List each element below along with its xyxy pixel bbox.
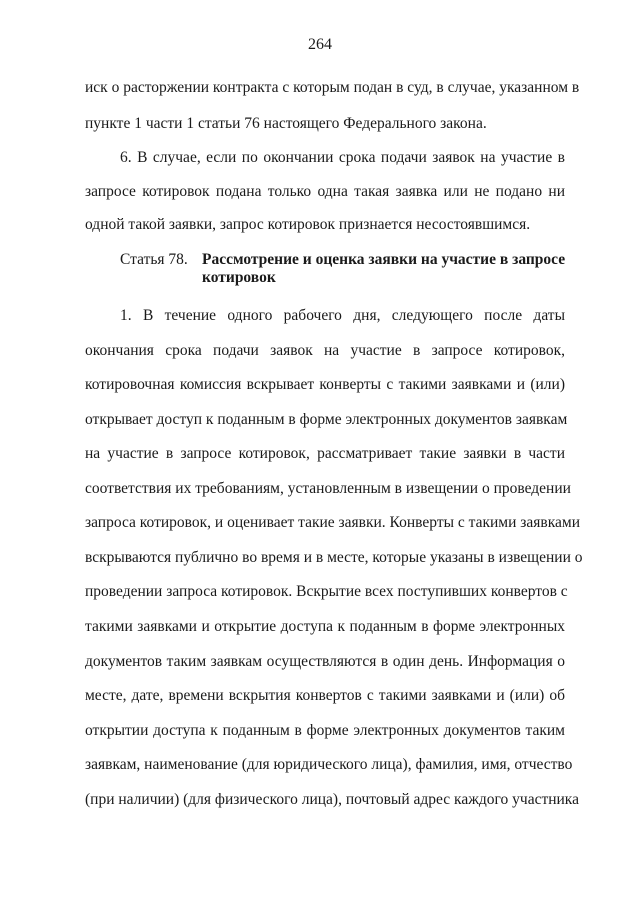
text-line: запроса котировок, и оценивает такие заявки. Конверты с такими заявками xyxy=(85,514,581,531)
page-number: 264 xyxy=(308,36,332,53)
text-line: документов таким заявкам осуществляются в один день. Информация о xyxy=(85,653,565,670)
text-line: на участие в запросе котировок, рассматривает такие заявки в части xyxy=(85,445,565,462)
text-line: вскрываются публично во время и в месте, которые указаны в извещении о xyxy=(85,549,583,566)
text-line: проведении запроса котировок. Вскрытие всех поступивших конвертов с xyxy=(85,583,568,600)
article-title-line: Рассмотрение и оценка заявки на участие в запросе xyxy=(202,251,566,268)
text-line: открытии доступа к поданным в форме электронных документов таким xyxy=(85,722,565,739)
text-line: окончания срока подачи заявок на участие в запросе котировок, xyxy=(85,342,565,359)
text-line: 1. В течение одного рабочего дня, следующего после даты xyxy=(120,307,565,324)
text-line: такими заявками и открытие доступа к поданным в форме электронных xyxy=(85,618,565,635)
text-line: одной такой заявки, запрос котировок признается несостоявшимся. xyxy=(85,216,531,233)
text-line: пункте 1 части 1 статьи 76 настоящего Федерального закона. xyxy=(85,115,487,132)
text-line: месте, дате, времени вскрытия конвертов с такими заявками и (или) об xyxy=(85,687,565,704)
text-line: запросе котировок подана только одна такая заявка или не подано ни xyxy=(85,183,565,200)
text-line: котировочная комиссия вскрывает конверты с такими заявками и (или) xyxy=(85,376,565,393)
text-line: (при наличии) (для физического лица), почтовый адрес каждого участника xyxy=(85,791,579,808)
article-title-line: котировок xyxy=(202,269,276,286)
text-line: заявкам, наименование (для юридического лица), фамилия, имя, отчество xyxy=(85,756,573,773)
text-line: соответствия их требованиям, установленным в извещении о проведении xyxy=(85,480,571,497)
text-line: открывает доступ к поданным в форме электронных документов заявкам xyxy=(85,411,568,428)
text-line: 6. В случае, если по окончании срока подачи заявок на участие в xyxy=(120,149,565,166)
article-label: Статья 78. xyxy=(120,251,188,268)
article-title xyxy=(202,251,565,287)
text-line: иск о расторжении контракта с которым подан в суд, в случае, указанном в xyxy=(85,79,580,96)
